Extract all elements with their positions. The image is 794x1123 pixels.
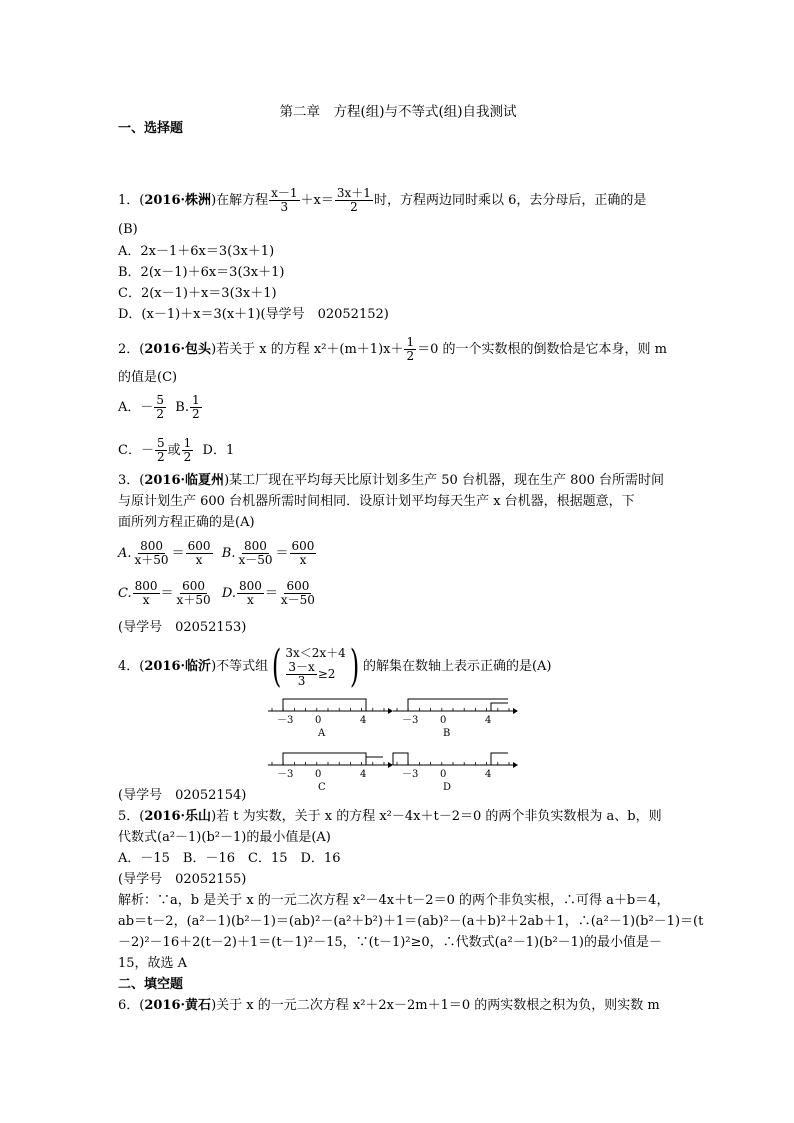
- q1-source: 2016·株洲: [144, 193, 212, 208]
- q2-fraction: $\frac{1}{2}$: [406, 335, 415, 363]
- solution-ray: [408, 699, 508, 711]
- question-6: 6．(2016·黄石)关于 x 的一元二次方程 x²＋2x－2m＋1＝0 的两实数根之积为负，则实数 m: [118, 998, 660, 1013]
- tick-label: 4: [485, 769, 492, 780]
- q3-line-3: 面所列方程正确的是(A): [118, 515, 255, 530]
- tick-label: －3: [277, 769, 294, 780]
- section-heading-choice: 一、选择题: [118, 121, 184, 136]
- number-line-option-a: [268, 699, 393, 739]
- q1-answer: (B): [118, 222, 138, 237]
- q4-reference: (导学号 02052154): [118, 788, 247, 803]
- tick-label: 0: [315, 769, 322, 780]
- figure-label: C: [318, 782, 326, 793]
- tick-label: －3: [402, 769, 419, 780]
- q2-answer-line: 的值是(C): [118, 370, 178, 385]
- q2-stem-pre: )若关于 x 的方程 x²＋(m＋1)x＋: [211, 342, 404, 357]
- tick-label: －3: [277, 715, 294, 726]
- figure-label: B: [443, 728, 451, 739]
- solution-ray: [491, 753, 508, 765]
- q1-option-c: C．2(x－1)＋x＝3(3x＋1): [118, 286, 277, 301]
- q2-number: 2．(: [118, 342, 145, 357]
- tick-label: 4: [360, 769, 367, 780]
- q1-option-b: B．2(x－1)＋6x＝3(3x＋1): [118, 265, 285, 280]
- q2-options-cd: C．－ $\frac{5}{2}$ 或 $\frac{1}{2}$ D．1: [118, 436, 235, 464]
- q3-reference: (导学号 02052153): [118, 620, 247, 635]
- axis-arrow: [388, 762, 393, 768]
- q3-line-2: 与原计划生产 600 台机器所需时间相同．设原计划平均每天生产 x 台机器，根据题意，下: [118, 494, 635, 509]
- figure-label: A: [318, 728, 326, 739]
- question-3: 3．(2016·临夏州)某工厂现在平均每天比原计划多生产 50 台机器，现在生产 800 台所需时间: [118, 473, 665, 488]
- q3-options-ab: A. $\frac{800}{x+50}$ ＝ $\frac{600}{x}$ B. $\frac{800}{x-50}$ ＝ $\frac{600}{x}$: [118, 539, 315, 567]
- question-2: [118, 336, 667, 363]
- tick-label: 0: [440, 769, 447, 780]
- q5-solution-2: ab＝t－2，(a²－1)(b²－1)＝(ab)²－(a²＋b²)＋1＝(ab)²－(a＋b)²＋2ab＋1，∴(a²－1)(b²－1)＝(t: [118, 914, 704, 929]
- figure-label: D: [443, 782, 452, 793]
- solution-ray: [366, 757, 383, 765]
- q5-options: A．－15 B．－16 C．15 D．16: [118, 851, 341, 866]
- q5-reference: (导学号 02052155): [118, 872, 247, 887]
- number-line-option-b: [393, 699, 518, 739]
- q5-line-2: 代数式(a²－1)(b²－1)的最小值是(A): [118, 830, 331, 845]
- q3-options-cd: C. $\frac{800}{x}$ ＝ $\frac{600}{x+50}$ D. $\frac{800}{x}$ ＝ $\frac{600}{x-50}$: [118, 579, 315, 607]
- tick-label: 0: [315, 715, 322, 726]
- q2-options-ab: A．－ $\frac{5}{2}$ B. $\frac{1}{2}$: [118, 393, 200, 421]
- number-line-figures: [268, 693, 648, 793]
- solution-ray: [491, 703, 508, 711]
- q5-solution-3: －2)²－16＋2(t－2)＋1＝(t－1)²－15，∵(t－1)²≥0，∴代数式(a²－1)(b²－1)的最小值是－: [118, 935, 663, 950]
- solution-ray: [283, 753, 366, 765]
- number-line-option-c: [268, 753, 393, 793]
- chapter-title: 第二章 方程(组)与不等式(组)自我测试: [279, 104, 517, 120]
- inequality-system: ( 3x＜2x＋4 $\frac{3-x}{3}$ ≥2 ): [272, 640, 360, 692]
- q2-source: 2016·包头: [144, 342, 212, 357]
- axis-arrow: [513, 762, 518, 768]
- q1-fraction-2: $\frac{3x+1}{2}$: [336, 186, 371, 214]
- section-heading-fill: 二、填空题: [118, 977, 184, 992]
- tick-label: 0: [440, 715, 447, 726]
- question-4: 4．(2016·临沂)不等式组 ( 3x＜2x＋4 $\frac{3-x}{3}$ ≥2 ) 的解集在数轴上表示正确的是(A): [118, 640, 552, 692]
- q1-option-d: D．(x－1)＋x＝3(x＋1)(导学号 02052152): [118, 307, 389, 322]
- q1-number: 1．(: [118, 193, 145, 208]
- q2-stem-post: ＝0 的一个实数根的倒数恰是它本身，则 m: [417, 342, 667, 357]
- q5-solution-1: 解析：∵a，b 是关于 x 的一元二次方程 x²－4x＋t－2＝0 的两个非负实根，∴可得 a＋b＝4，: [118, 893, 670, 908]
- tick-label: －3: [402, 715, 419, 726]
- solution-ray: [283, 699, 366, 711]
- solution-ray: [393, 753, 408, 765]
- question-5: 5．(2016·乐山)若 t 为实数，关于 x 的方程 x²－4x＋t－2＝0 的两个非负实数根为 a、b，则: [118, 809, 662, 824]
- tick-label: 4: [485, 715, 492, 726]
- q1-option-a: A．2x－1＋6x＝3(3x＋1): [118, 244, 275, 259]
- axis-arrow: [388, 708, 393, 714]
- tick-label: 4: [360, 715, 367, 726]
- q1-stem-mid: ＋x＝: [300, 193, 334, 208]
- q1-stem-post: 时，方程两边同时乘以 6，去分母后，正确的是: [373, 193, 647, 208]
- q1-fraction-1: $\frac{x-1}{3}$: [271, 186, 298, 214]
- number-line-option-d: [393, 753, 518, 793]
- q5-solution-4: 15，故选 A: [118, 956, 188, 971]
- question-1: [118, 187, 646, 214]
- axis-arrow: [513, 708, 518, 714]
- q1-stem-pre: )在解方程: [211, 193, 269, 208]
